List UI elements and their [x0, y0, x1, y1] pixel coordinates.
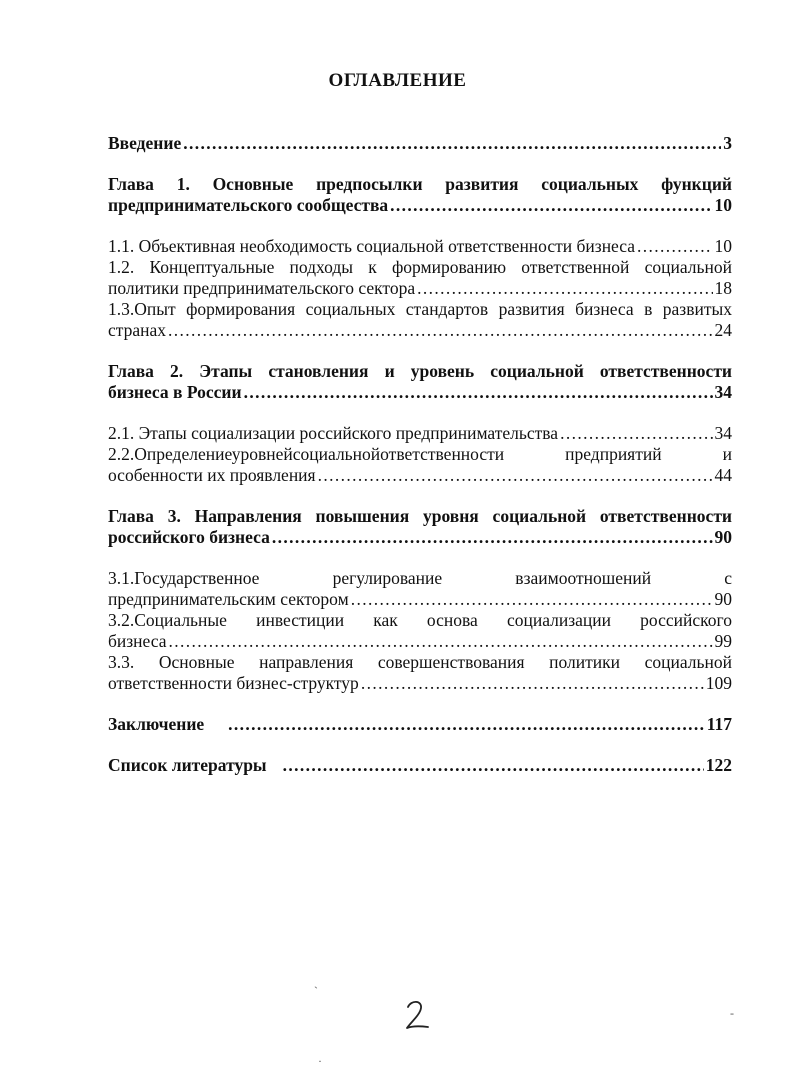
dot-leader: [637, 236, 712, 257]
toc-entry-title: российского бизнеса: [108, 527, 270, 547]
toc-entry-title: 2.1. Этапы социализации российского предпринимательства: [108, 423, 559, 443]
toc-entry-title-line: Глава 2. Этапы становления и уровень социальной ответственности: [108, 361, 732, 381]
toc-page-number: 3: [723, 133, 732, 153]
toc-entry-section-1-2[interactable]: [108, 257, 732, 299]
dot-leader: [283, 755, 704, 776]
scan-speck: `: [314, 984, 318, 998]
toc-entry-section-2-2[interactable]: [108, 444, 732, 486]
dot-leader: [417, 278, 712, 299]
toc-entry-section-3-2[interactable]: [108, 610, 732, 652]
scan-speck: ·: [318, 1054, 322, 1068]
table-of-contents: [108, 133, 732, 776]
toc-entry-section-3-1[interactable]: [108, 568, 732, 610]
scan-speck: -: [730, 1006, 734, 1020]
toc-entry-title: предпринимательским сектором: [108, 589, 349, 609]
toc-page-number: 122: [705, 755, 732, 775]
toc-page-number: 34: [714, 382, 732, 402]
dot-leader: [390, 195, 712, 216]
toc-entry-title: бизнеса в России: [108, 382, 242, 402]
toc-entry-title-line: 1.3.Опыт формирования социальных стандартов развития бизнеса в развитых: [108, 299, 732, 319]
toc-page-number: 99: [714, 631, 732, 651]
toc-entry-title: политики предпринимательского сектора: [108, 278, 416, 298]
toc-page-number: 44: [714, 465, 732, 485]
toc-page-number: 34: [714, 423, 732, 443]
toc-page-number: 109: [705, 673, 732, 693]
toc-entry-title: странах: [108, 320, 167, 340]
toc-entry-title: 1.1. Объективная необходимость социальной ответственности бизнеса: [108, 236, 636, 256]
toc-entry-bibliography[interactable]: [108, 755, 732, 776]
toc-entry-chapter-2[interactable]: [108, 361, 732, 403]
dot-leader: [361, 673, 704, 694]
toc-entry-section-3-3[interactable]: [108, 652, 732, 694]
dot-leader: [318, 465, 713, 486]
toc-entry-title: предпринимательского сообщества: [108, 195, 389, 215]
toc-entry-title-line: Глава 3. Направления повышения уровня социальной ответственности: [108, 506, 732, 526]
toc-entry-title: ответственности бизнес-структур: [108, 673, 359, 693]
toc-entry-section-1-3[interactable]: [108, 299, 732, 341]
toc-entry-chapter-1[interactable]: [108, 174, 732, 216]
toc-entry-conclusion[interactable]: [108, 714, 732, 735]
page-title: ОГЛАВЛЕНИЕ: [328, 70, 467, 91]
toc-page-number: 10: [714, 236, 732, 256]
toc-entry-title: особенности их проявления: [108, 465, 316, 485]
dot-leader: [183, 133, 721, 154]
toc-entry-chapter-3[interactable]: [108, 506, 732, 548]
toc-entry-title: Список литературы: [108, 755, 267, 775]
handwritten-page-number: [402, 998, 432, 1034]
toc-page-number: 117: [706, 714, 732, 734]
toc-entry-section-2-1[interactable]: [108, 423, 732, 444]
toc-page-number: 24: [714, 320, 732, 340]
dot-leader: [169, 631, 713, 652]
toc-entry-title-line: 1.2. Концептуальные подходы к формированию ответственной социальной: [108, 257, 732, 277]
toc-entry-title: Введение: [108, 133, 182, 153]
toc-entry-title-line: 3.3. Основные направления совершенствования политики социальной: [108, 652, 732, 672]
toc-page-number: 90: [714, 589, 732, 609]
dot-leader: [244, 382, 713, 403]
toc-entry-title: бизнеса: [108, 631, 167, 651]
toc-entry-title-line: 3.2.Социальные инвестиции как основа социализации российского: [108, 610, 732, 630]
toc-page-number: 18: [714, 278, 732, 298]
toc-page-number: 10: [714, 195, 732, 215]
dot-leader: [168, 320, 712, 341]
dot-leader: [560, 423, 712, 444]
toc-entry-introduction[interactable]: [108, 133, 732, 154]
dot-leader: [272, 527, 713, 548]
dot-leader: [228, 714, 705, 735]
toc-entry-title-line: 3.1.Государственное регулирование взаимоотношений с: [108, 568, 732, 588]
toc-entry-title-line: Глава 1. Основные предпосылки развития социальных функций: [108, 174, 732, 194]
toc-entry-title: Заключение: [108, 714, 205, 734]
dot-leader: [351, 589, 713, 610]
toc-page-number: 90: [714, 527, 732, 547]
toc-entry-section-1-1[interactable]: [108, 236, 732, 257]
toc-entry-title-line: 2.2.Определениеуровнейсоциальнойответственности предприятий и: [108, 444, 732, 464]
